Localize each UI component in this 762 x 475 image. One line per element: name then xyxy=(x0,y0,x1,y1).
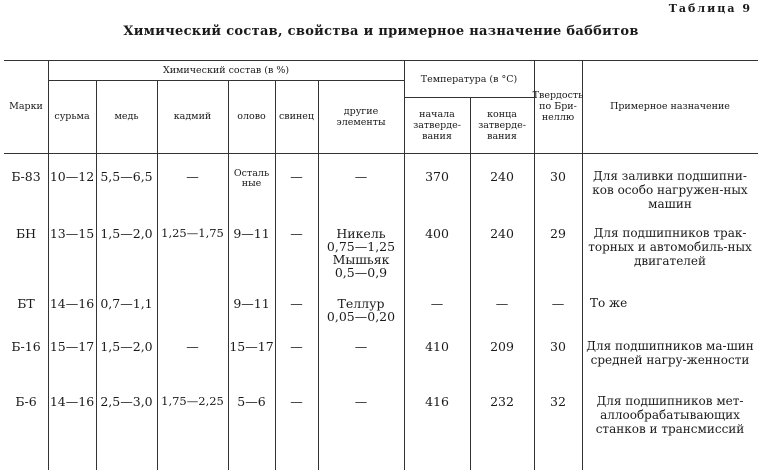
row-temp-end: 209 xyxy=(490,339,514,354)
col-divider xyxy=(404,60,405,470)
row-lead: — xyxy=(290,296,303,311)
row-temp-start: 410 xyxy=(425,339,449,354)
header-other-elements: другие элементы xyxy=(336,105,386,128)
row-antimony: 15—17 xyxy=(49,339,95,354)
row-antimony: 14—16 xyxy=(49,296,95,311)
header-temp-end: конца затверде-вания xyxy=(478,108,526,142)
row-copper: 1,5—2,0 xyxy=(100,339,153,354)
row-hardness: — xyxy=(551,296,565,311)
row-copper: 0,7—1,1 xyxy=(100,296,153,311)
row-temp-start: — xyxy=(430,296,444,311)
row-purpose: Для подшипников мет-аллообрабатывающих станков и трансмиссий xyxy=(595,394,745,436)
header-hardness: Твердость по Бри-неллю xyxy=(532,90,584,123)
header-lead: свинец xyxy=(278,111,315,122)
row-cadmium: 1,75—2,25 xyxy=(161,394,224,408)
row-mark: Б-6 xyxy=(15,394,37,409)
row-tin: 15—17 xyxy=(229,339,274,354)
row-hardness: 32 xyxy=(550,394,566,409)
row-hardness: 30 xyxy=(550,339,566,354)
row-lead: — xyxy=(290,339,303,354)
row-mark: Б-83 xyxy=(11,169,41,184)
row-lead: — xyxy=(290,226,303,241)
row-temp-start: 416 xyxy=(425,394,449,409)
row-mark: БН xyxy=(15,226,37,241)
row-copper: 2,5—3,0 xyxy=(100,394,153,409)
row-other: — xyxy=(354,339,368,354)
row-hardness: 29 xyxy=(550,226,566,241)
row-purpose: Для подшипников ма-шин средней нагру-женности xyxy=(586,339,754,367)
row-cadmium: — xyxy=(186,169,199,184)
row-temp-end: 240 xyxy=(490,226,514,241)
row-mark: БТ xyxy=(17,296,35,311)
row-temp-end: — xyxy=(495,296,509,311)
row-other: Никель 0,75—1,25 Мышьяк 0,5—0,9 xyxy=(326,226,396,280)
row-tin: 9—11 xyxy=(233,296,270,311)
row-tin: 9—11 xyxy=(233,226,270,241)
header-cadmium: кадмий xyxy=(173,111,212,122)
row-purpose: Для подшипников трак-торных и автомобиль-ных двигателей xyxy=(588,226,752,268)
row-purpose: То же xyxy=(590,296,628,310)
header-composition: Химический состав (в %) xyxy=(162,64,290,76)
header-copper: медь xyxy=(114,111,139,122)
row-antimony: 10—12 xyxy=(49,169,95,184)
row-tin: Осталь ные xyxy=(233,168,270,189)
header-tin: олово xyxy=(237,111,266,122)
row-hardness: 30 xyxy=(550,169,566,184)
header-antimony: сурьма xyxy=(54,111,90,122)
row-cadmium: — xyxy=(186,339,199,354)
row-antimony: 14—16 xyxy=(49,394,95,409)
row-copper: 1,5—2,0 xyxy=(100,226,153,241)
col-divider xyxy=(318,80,319,470)
header-purpose: Примерное назначение xyxy=(610,101,730,112)
header-bottom-rule xyxy=(4,153,758,154)
row-other: — xyxy=(354,394,368,409)
row-other: — xyxy=(354,169,368,184)
row-temp-end: 240 xyxy=(490,169,514,184)
table-title: Химический состав, свойства и примерное назначение баббитов xyxy=(123,24,639,39)
row-temp-start: 370 xyxy=(425,169,449,184)
row-temp-start: 400 xyxy=(425,226,449,241)
col-divider xyxy=(470,97,471,470)
table-number: Таблица 9 xyxy=(668,2,752,15)
row-other: Теллур 0,05—0,20 xyxy=(326,296,396,324)
header-temp-start: начала затверде-вания xyxy=(413,108,461,142)
header-temperature: Температура (в °С) xyxy=(420,73,518,85)
row-purpose: Для заливки подшипни-ков особо нагружен-ных машин xyxy=(592,169,748,211)
row-tin: 5—6 xyxy=(237,394,266,409)
row-antimony: 13—15 xyxy=(49,226,95,241)
row-mark: Б-16 xyxy=(11,339,41,354)
row-copper: 5,5—6,5 xyxy=(100,169,153,184)
header-marks: Марки xyxy=(9,101,43,112)
row-temp-end: 232 xyxy=(490,394,514,409)
row-lead: — xyxy=(290,169,303,184)
row-cadmium: 1,25—1,75 xyxy=(161,226,224,240)
row-lead: — xyxy=(290,394,303,409)
